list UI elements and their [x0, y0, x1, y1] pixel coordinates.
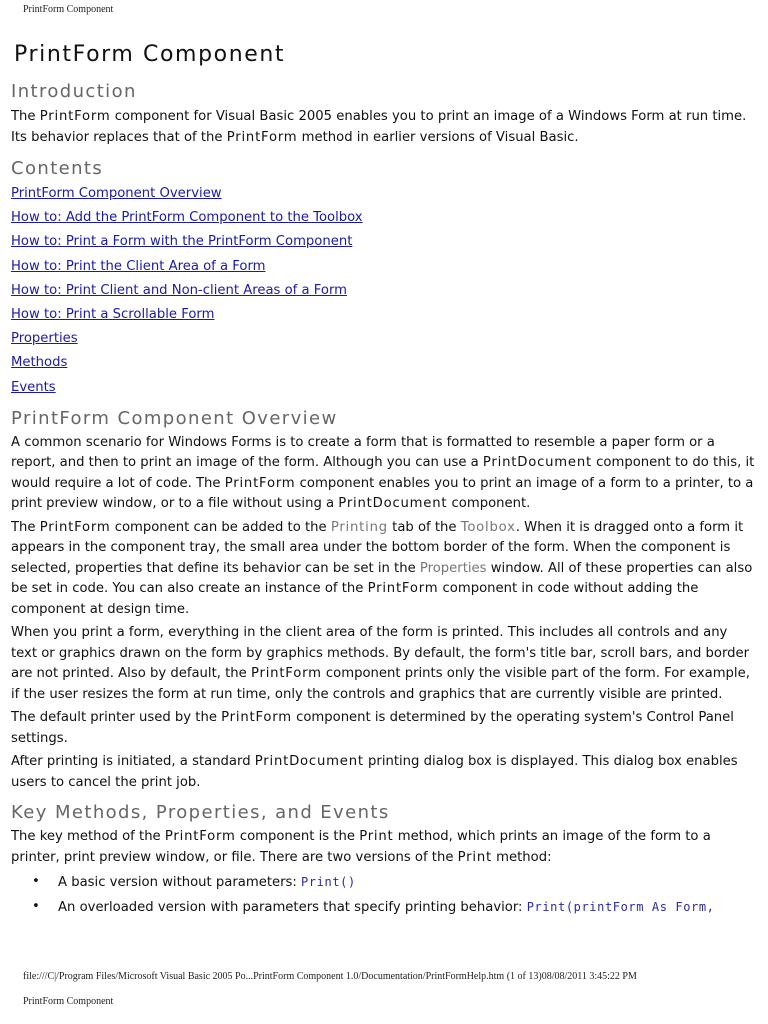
code-term: PrintForm — [224, 475, 296, 491]
toc-link-methods[interactable]: Methods — [11, 355, 68, 371]
toc-link-print-scrollable[interactable]: How to: Print a Scrollable Form — [11, 307, 215, 323]
contents-section — [11, 157, 757, 400]
code-term: PrintForm — [226, 129, 298, 145]
overview-paragraph-1: A common scenario for Windows Forms is to create a form that is formatted to resemble a paper form or a report, and then to print an image of the form. Although you can use a PrintDocument component to do this, it would require a lot of code. The PrintForm component enables you to print an image of a form to a printer, to a print preview window, or to a file without using a PrintDocument component. — [11, 434, 755, 512]
toc-link-events[interactable]: Events — [11, 379, 56, 395]
overview-paragraph-4: The default printer used by the PrintForm component is determined by the operating system's Control Panel settings. — [11, 710, 734, 746]
toc-link-print-form[interactable]: How to: Print a Form with the PrintForm Component — [11, 234, 353, 250]
ui-term: Toolbox — [460, 519, 516, 535]
list-item: • An overloaded version with parameters that specify printing behavior: Print(printForm As Form, — [11, 895, 757, 920]
intro-section — [11, 80, 757, 148]
overview-heading: PrintForm Component Overview — [11, 407, 338, 429]
list-item: • A basic version without parameters: Print() — [11, 870, 757, 895]
key-paragraph: The key method of the PrintForm component is the Print method, which prints an image of the form to a printer, print preview window, or file. There are two versions of the Print method: — [11, 829, 711, 865]
intro-paragraph: The PrintForm component for Visual Basic 2005 enables you to print an image of a Windows Form at run time. Its behavior replaces that of the PrintForm method in earlier versions of Visual Basic. — [11, 109, 747, 145]
code-term: Print — [359, 829, 394, 845]
overview-paragraph-5: After printing is initiated, a standard PrintDocument printing dialog box is displayed. This dialog box enables users to cancel the print job. — [11, 754, 738, 790]
intro-heading: Introduction — [11, 81, 137, 102]
key-section — [11, 801, 757, 920]
code-term: PrintForm — [367, 581, 439, 597]
document-content — [11, 38, 757, 920]
overview-paragraph-3: When you print a form, everything in the client area of the form is printed. This includes all controls and any text or graphics drawn on the form by graphics methods. By default, the form's title bar, scroll bars, and border are not printed. Also by default, the PrintForm component prints only the visible part of the form. For example, if the user resizes the form at run time, only the controls and graphics that are currently visible are printed. — [11, 625, 750, 702]
ui-term: Printing — [330, 519, 388, 535]
code-term: PrintDocument — [482, 455, 592, 471]
contents-heading: Contents — [11, 158, 104, 179]
code-term: PrintDocument — [254, 754, 364, 770]
overview-section — [11, 407, 757, 794]
overview-paragraph-2: The PrintForm component can be added to the Printing tab of the Toolbox. When it is dragged onto a form it appears in the component tray, the small area under the bottom border of the form. When the component is selected, properties that define its behavior can be set in the Properties window. All of these properties can also be set in code. You can also create an instance of the PrintForm component in code without adding the component at design time. — [11, 519, 753, 617]
page-title: PrintForm Component — [14, 42, 286, 67]
code-term: Print — [457, 849, 492, 865]
code-term: PrintForm — [164, 829, 236, 845]
code-term: PrintForm — [250, 666, 322, 682]
next-page-header: PrintForm Component — [23, 996, 114, 1007]
toc-link-properties[interactable]: Properties — [11, 331, 78, 347]
code-snippet: Print() — [301, 875, 356, 890]
toc-link-print-client-non-client[interactable]: How to: Print Client and Non-client Areas of a Form — [11, 282, 348, 298]
running-header: PrintForm Component — [23, 4, 114, 15]
bullet-icon: • — [32, 874, 40, 890]
toc-link-overview[interactable]: PrintForm Component Overview — [11, 186, 222, 201]
code-term: PrintForm — [39, 519, 111, 535]
bullet-icon: • — [32, 899, 40, 915]
print-versions-list — [11, 870, 757, 920]
table-of-contents — [11, 182, 757, 400]
ui-term: Properties — [419, 560, 487, 576]
code-term: PrintDocument — [338, 496, 448, 512]
code-term: PrintForm — [221, 710, 292, 726]
toc-link-add-to-toolbox[interactable]: How to: Add the PrintForm Component to the Toolbox — [11, 210, 363, 226]
key-heading: Key Methods, Properties, and Events — [11, 802, 390, 824]
code-snippet: Print(printForm As Form, — [526, 900, 715, 915]
code-term: PrintForm — [39, 109, 111, 124]
toc-link-print-client-area[interactable]: How to: Print the Client Area of a Form — [11, 258, 266, 274]
running-footer: file:///C|/Program Files/Microsoft Visual Basic 2005 Po...PrintForm Component 1.0/Documentation/PrintFormHelp.htm (1 of 13)08/08/2011 3:45:22 PM — [23, 971, 637, 982]
